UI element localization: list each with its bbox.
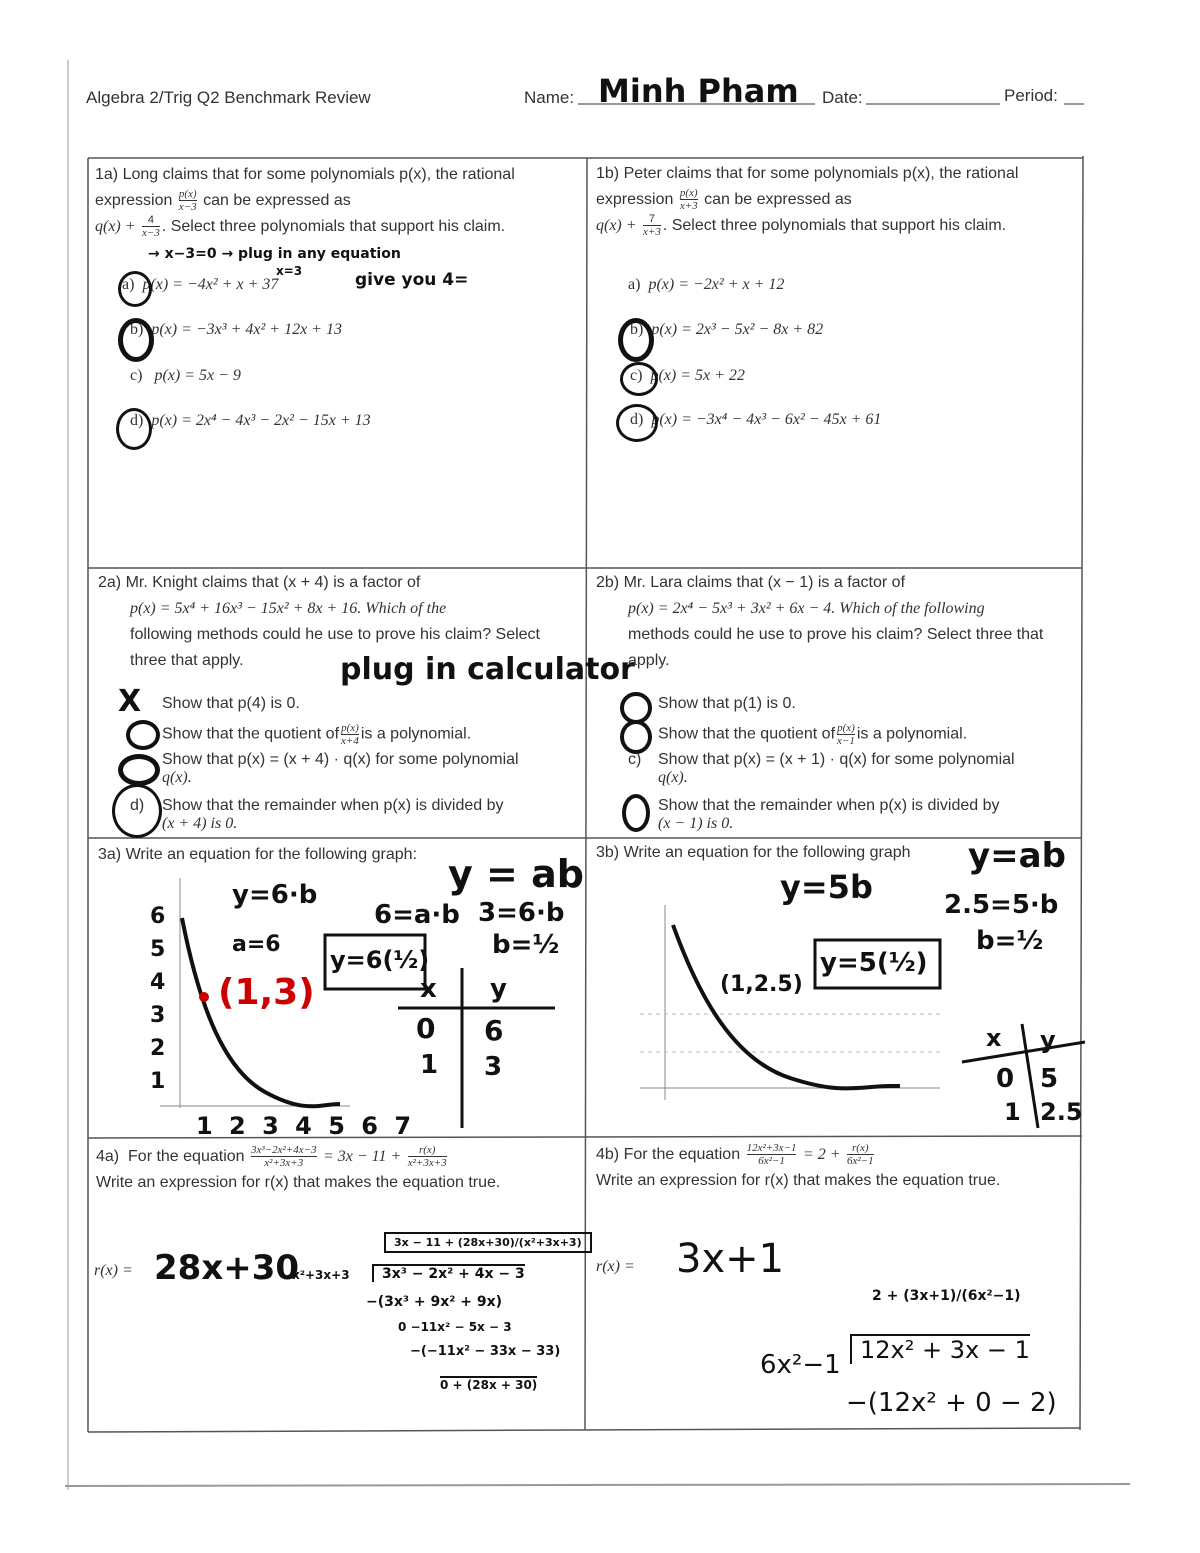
period-label: Period: — [1004, 86, 1058, 105]
q4b-frac2-num: r(x) — [847, 1142, 874, 1155]
q4a-fraction — [251, 1144, 317, 1169]
q3b-row0-y: 5 — [1040, 1064, 1059, 1094]
worksheet-title: Algebra 2/Trig Q2 Benchmark Review — [86, 88, 371, 107]
q4a-label: 4a) — [96, 1148, 120, 1165]
q1b-option-c-expr: p(x) = 5x + 22 — [650, 367, 745, 384]
q1b-option-b-expr: p(x) = 2x³ − 5x² − 8x + 82 — [651, 321, 824, 338]
q1a-note3: give you 4= — [355, 270, 469, 290]
q3b-row0-x: 0 — [996, 1064, 1015, 1094]
q1b-text3b: . Select three polynomials that support his claim. — [662, 217, 1007, 234]
q4a-frac2-num: r(x) — [408, 1144, 447, 1157]
q2b-c-letter: c) — [628, 751, 642, 768]
q4a-div-divisor: x²+3x+3 — [292, 1268, 350, 1282]
q3a-row0-x: 0 — [416, 1012, 436, 1045]
q4b-frac-num: 12x²+3x−1 — [746, 1142, 797, 1155]
q4b-fraction2 — [847, 1142, 874, 1167]
q4b-div-divisor: 6x²−1 — [760, 1350, 841, 1380]
q4b-frac-den: 6x²−1 — [758, 1155, 785, 1168]
q1b-frac-den: x+3 — [679, 200, 698, 213]
q3b-work1: y=5b — [780, 868, 873, 906]
q2a-optB-num: p(x) — [341, 722, 359, 734]
q4a-r-label: r(x) = — [94, 1262, 133, 1279]
q3b-label: 3b) — [596, 844, 620, 861]
question-4b — [596, 1142, 1076, 1194]
q1a-option-a-letter: a) — [122, 276, 135, 293]
q3b-table-y: y — [1040, 1026, 1056, 1054]
q2a-optD1: Show that the remainder when p(x) is divided by — [162, 797, 504, 814]
q1a-note1: → x−3=0 → plug in any equation — [148, 246, 401, 262]
q1b-option-d-expr: p(x) = −3x⁴ − 4x³ − 6x² − 45x + 61 — [651, 411, 882, 428]
q2b-optC2: q(x). — [658, 769, 688, 786]
q3a-x-ticks: 1 2 3 4 5 6 7 — [196, 1112, 416, 1140]
q2b-optC1: Show that p(x) = (x + 1) · q(x) for some polynomial — [658, 751, 1015, 768]
q3b-point-label: (1,2.5) — [720, 972, 803, 997]
q1a-text3b: . Select three polynomials that support his claim. — [161, 218, 506, 235]
q1a-option-c-letter: c) — [130, 367, 143, 384]
q2b-text1: Mr. Lara claims that (x − 1) is a factor of — [623, 574, 906, 591]
q2a-optC2: q(x). — [162, 769, 192, 786]
q3a-ytick: 4 — [150, 970, 166, 995]
q3a-ytick: 5 — [150, 937, 166, 962]
q1a-option-d-letter: d) — [130, 412, 144, 429]
q1a-note2: x=3 — [276, 264, 303, 278]
q4a-mid: = 3x − 11 + — [322, 1148, 402, 1165]
q1b-option-b-letter: b) — [630, 321, 644, 338]
q1b-frac2-den: x+3 — [643, 226, 661, 239]
q2a-label: 2a) — [98, 574, 122, 591]
q2b-optD1: Show that the remainder when p(x) is divided by — [658, 797, 1000, 814]
q1a-option-b-expr: p(x) = −3x³ + 4x² + 12x + 13 — [151, 321, 342, 338]
q2a-optB1: Show that the quotient of — [162, 725, 340, 743]
q1a-text2b: can be expressed as — [203, 192, 351, 209]
q1a-option-b-letter: b) — [130, 321, 144, 338]
q4a-div-line1: −(3x³ + 9x² + 9x) — [366, 1294, 503, 1310]
q3b-work4: b=½ — [976, 926, 1044, 956]
q3a-work2: a=6 — [232, 932, 281, 957]
q4a-frac-num: 3x³−2x²+4x−3 — [251, 1144, 317, 1157]
q2a-d-letter: d) — [130, 797, 145, 814]
question-4a — [96, 1144, 576, 1196]
q3a-ytick: 3 — [150, 1003, 166, 1028]
q3a-work6: b=½ — [492, 930, 560, 960]
q3a-table-y: y — [490, 974, 507, 1004]
q2b-text3: methods could he use to prove his claim? Select three that — [628, 626, 1044, 643]
q1a-option-c-expr: p(x) = 5x − 9 — [154, 367, 241, 384]
q3a-text: Write an equation for the following graph: — [125, 846, 418, 863]
q2b-optB-num: p(x) — [837, 722, 855, 734]
q3a-work5: 3=6·b — [478, 898, 565, 928]
q3a-table-x: x — [420, 974, 437, 1004]
q1b-frac2-num: 7 — [643, 213, 661, 226]
q1a-frac2-num: 4 — [142, 214, 160, 227]
q2a-optB2: is a polynomial. — [360, 725, 472, 743]
q3a-label: 3a) — [98, 846, 122, 863]
q4a-text1: For the equation — [128, 1148, 245, 1165]
q2a-option-a[interactable]: Show that p(4) is 0. — [162, 695, 300, 712]
q2b-optB-den: x−1 — [837, 735, 855, 747]
q3a-row0-y: 6 — [484, 1014, 504, 1047]
name-label: Name: — [524, 88, 575, 107]
q2a-text1: Mr. Knight claims that (x + 4) is a factor of — [125, 574, 421, 591]
q3b-row1-y: 2.5 — [1040, 1098, 1083, 1126]
date-label: Date: — [822, 88, 863, 107]
q4a-div-line3: −(−11x² − 33x − 33) — [410, 1344, 561, 1359]
q3a-ytick: 6 — [150, 904, 166, 929]
q2a-optB-den: x+4 — [341, 735, 359, 747]
q1b-option-a-expr: p(x) = −2x² + x + 12 — [648, 276, 785, 293]
q1a-option-d-expr: p(x) = 2x⁴ − 4x³ − 2x² − 15x + 13 — [151, 412, 371, 429]
q2b-optD2: (x − 1) is 0. — [658, 815, 734, 832]
q2a-note: plug in calculator — [340, 652, 635, 687]
q2a-text2: p(x) = 5x⁴ + 16x³ − 15x² + 8x + 16. Which of the — [130, 600, 447, 617]
q3a-row1-y: 3 — [484, 1052, 503, 1082]
q1b-text1: Peter claims that for some polynomials p(x), the rational — [623, 165, 1019, 182]
q1a-frac-den: x−3 — [178, 201, 197, 214]
q1a-text1: Long claims that for some polynomials p(x), the rational — [122, 166, 515, 183]
q2b-label: 2b) — [596, 574, 620, 591]
q1b-option-a-letter: a) — [628, 276, 641, 293]
q1b-label: 1b) — [596, 165, 620, 182]
q4a-answer[interactable]: 28x+30 — [154, 1248, 300, 1288]
q1b-option-c-letter: c) — [630, 367, 643, 384]
q1b-text2a: expression — [596, 191, 674, 208]
q2b-optB1: Show that the quotient of — [658, 725, 836, 743]
q3a-row1-x: 1 — [420, 1050, 439, 1080]
q4a-div-dividend: 3x³ − 2x² + 4x − 3 — [372, 1264, 525, 1282]
q3b-answer: y=5(½) — [820, 948, 928, 978]
q4a-div-line4: 0 + (28x + 30) — [440, 1378, 538, 1392]
q4b-text2: Write an expression for r(x) that makes the equation true. — [596, 1172, 1001, 1189]
q2b-optB2: is a polynomial. — [856, 725, 968, 743]
q1b-text3a: q(x) + — [596, 217, 637, 234]
q4a-div-quotient: 3x − 11 + (28x+30)/(x²+3x+3) — [384, 1232, 592, 1253]
q1b-frac-num: p(x) — [679, 187, 698, 200]
q4b-r-label: r(x) = — [596, 1258, 635, 1275]
q1a-frac-num: p(x) — [178, 188, 197, 201]
q3b-work3: 2.5=5·b — [944, 890, 1059, 920]
q1a-text3a: q(x) + — [95, 218, 136, 235]
q4b-div-quotient: 2 + (3x+1)/(6x²−1) — [872, 1288, 1021, 1304]
q3b-work2: y=ab — [968, 836, 1066, 876]
q2b-text2: p(x) = 2x⁴ − 5x³ + 3x² + 6x − 4. Which of the following — [628, 600, 985, 617]
q1a-text2a: expression — [95, 192, 173, 209]
q3b-text: Write an equation for the following graph — [623, 844, 911, 861]
q4b-text1: For the equation — [623, 1146, 741, 1163]
q4b-frac2-den: 6x²−1 — [846, 1155, 874, 1168]
q4a-div-line2: 0 −11x² − 5x − 3 — [398, 1320, 512, 1334]
q4a-frac2-den: x²+3x+3 — [407, 1157, 447, 1170]
q1a-frac2-den: x−3 — [142, 227, 160, 240]
q4b-mid: = 2 + — [802, 1146, 841, 1163]
q2a-text3: following methods could he use to prove his claim? Select — [130, 626, 540, 643]
q4a-fraction2 — [408, 1144, 447, 1169]
q2a-x-mark: X — [118, 684, 142, 719]
q4b-div-dividend: 12x² + 3x − 1 — [850, 1334, 1030, 1364]
q3a-ytick: 1 — [150, 1069, 166, 1094]
q1b-option-d-letter: d) — [630, 411, 644, 428]
q1b-text2b: can be expressed as — [704, 191, 852, 208]
q3a-answer: y=6(½) — [330, 946, 430, 974]
q2b-text4: apply. — [628, 652, 670, 669]
q4b-fraction — [747, 1142, 797, 1167]
q3a-point-label: (1,3) — [218, 972, 315, 1013]
q4b-div-line1: −(12x² + 0 − 2) — [846, 1388, 1057, 1418]
q3a-work3: y = ab — [448, 852, 584, 896]
q3a-work4: 6=a·b — [374, 900, 460, 930]
q4a-text2: Write an expression for r(x) that makes the equation true. — [96, 1174, 501, 1191]
q3a-work1: y=6·b — [232, 880, 318, 910]
q4a-frac-den: x²+3x+3 — [264, 1157, 304, 1170]
q4b-label: 4b) — [596, 1146, 620, 1163]
q2a-optC1: Show that p(x) = (x + 4) · q(x) for some polynomial — [162, 751, 519, 768]
q2a-text4: three that apply. — [130, 652, 244, 669]
q3a-ytick: 2 — [150, 1036, 166, 1061]
q3b-table-x: x — [986, 1024, 1002, 1052]
q2a-optD2: (x + 4) is 0. — [162, 815, 238, 832]
q1a-option-a-expr: p(x) = −4x² + x + 37 — [142, 276, 279, 293]
q2b-option-a[interactable]: Show that p(1) is 0. — [658, 695, 796, 712]
q1a-label: 1a) — [95, 166, 119, 183]
q3b-row1-x: 1 — [1004, 1098, 1021, 1126]
q4b-answer[interactable]: 3x+1 — [676, 1236, 785, 1282]
name-value[interactable]: Minh Pham — [598, 72, 799, 110]
